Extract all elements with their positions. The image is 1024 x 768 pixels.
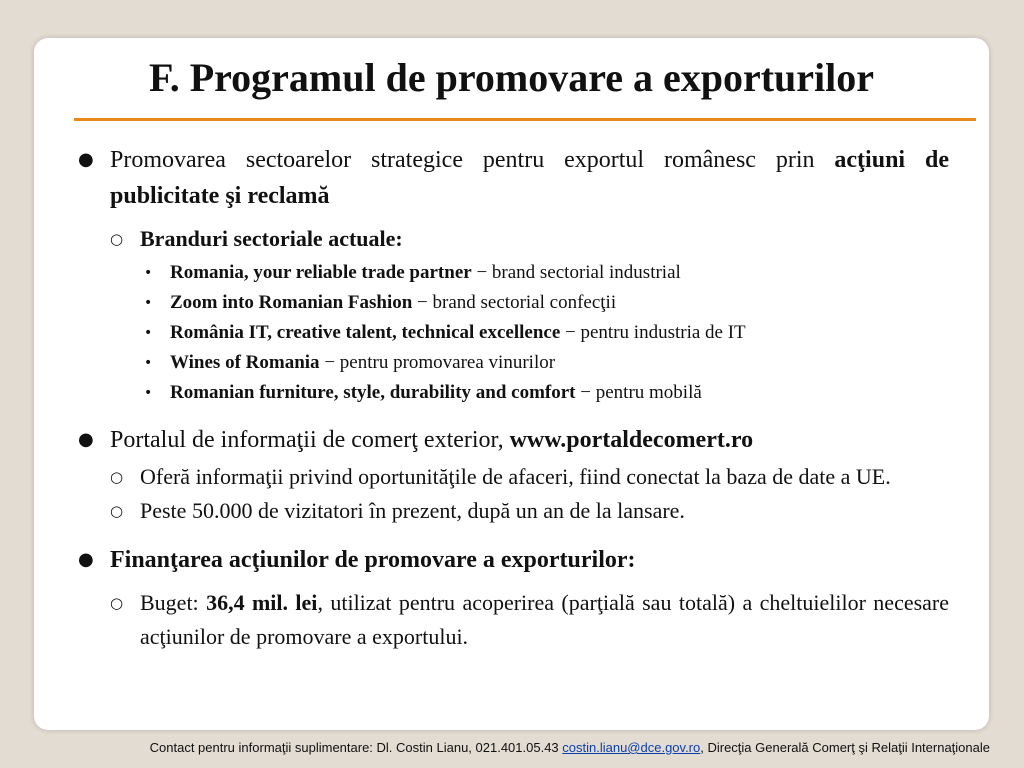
brand-sep: − (560, 322, 581, 343)
brand-sep: − (319, 352, 340, 373)
brand-desc: pentru mobilă (595, 382, 702, 403)
sub-portal-info-text: Oferă informaţii privind oportunităţile de afaceri, fiind conectat la baza de date a UE. (140, 464, 891, 489)
footer-post: , Direcţia Generală Comerţ şi Relaţii Internaţionale (700, 740, 990, 755)
brand-item (74, 378, 949, 408)
footer-pre: Contact pentru informaţii suplimentare: Dl. Costin Lianu, 021.401.05.43 (149, 740, 563, 755)
bullet-portal-text: Portalul de informaţii de comerţ exterior, (110, 427, 510, 453)
bullet-dot-icon: • (144, 295, 153, 311)
sub-buget-post: , utilizat pentru acoperirea (parţială sau totală) a cheltuielilor necesare acţiunilor de promovare a exportului. (140, 590, 950, 649)
bullet-dot-icon: • (144, 265, 153, 281)
brand-name: Romanian furniture, style, durability and comfort (170, 382, 576, 403)
sub-portal-visitors (74, 494, 949, 528)
sub-buget-amount: 36,4 mil. lei (206, 590, 318, 615)
brand-item (74, 348, 949, 378)
sub-buget (74, 586, 949, 654)
brand-desc: pentru industria de IT (580, 322, 746, 343)
brand-name: Romania, your reliable trade partner (170, 262, 472, 283)
bullet-disc-icon: ● (78, 149, 94, 170)
sub-buget-pre: Buget: (140, 590, 207, 615)
bullet-promovare-bold: acţiuni de publicitate şi reclamă (110, 147, 949, 209)
brand-desc: brand sectorial confecţii (432, 292, 617, 313)
brand-sep: − (412, 292, 433, 313)
bullet-dot-icon: • (144, 385, 153, 401)
brand-sep: − (471, 262, 492, 283)
bullet-disc-icon: ● (78, 429, 94, 450)
brand-sep: − (575, 382, 596, 403)
footer-email-link[interactable]: costin.lianu@dce.gov.ro (562, 740, 701, 755)
bullet-promovare (74, 142, 949, 214)
sub-portal-info (74, 460, 949, 494)
bullet-finantare-text: Finanţarea acţiunilor de promovare a exporturilor: (110, 547, 636, 573)
bullet-finantare (74, 542, 949, 578)
brand-desc: brand sectorial industrial (491, 262, 681, 283)
slide-title: F. Programul de promovare a exporturilor (148, 55, 875, 100)
brand-name: Wines of Romania (170, 352, 320, 373)
sub-branduri (74, 222, 949, 256)
slide-panel (34, 38, 989, 730)
bullet-dot-icon: • (144, 325, 153, 341)
brand-name: Zoom into Romanian Fashion (170, 292, 413, 313)
slide-content (74, 142, 949, 654)
bullet-promovare-text: Promovarea sectoarelor strategice pentru exportul românesc prin (110, 147, 835, 173)
portal-url: www.portaldecomert.ro (509, 427, 754, 453)
brand-item (74, 318, 949, 348)
brand-desc: pentru promovarea vinurilor (339, 352, 556, 373)
bullet-portal (74, 422, 949, 458)
brand-item (74, 288, 949, 318)
bullet-ring-icon: ○ (110, 594, 124, 612)
bullet-ring-icon: ○ (110, 502, 124, 520)
sub-portal-visitors-text: Peste 50.000 de vizitatori în prezent, după un an de la lansare. (140, 498, 685, 523)
bullet-ring-icon: ○ (110, 468, 124, 486)
bullet-ring-icon: ○ (110, 230, 124, 248)
brand-item (74, 258, 949, 288)
brand-name: România IT, creative talent, technical excellence (170, 322, 561, 343)
bullet-disc-icon: ● (78, 549, 94, 570)
sub-branduri-text: Branduri sectoriale actuale: (140, 226, 403, 251)
title-underline (74, 118, 976, 121)
bullet-dot-icon: • (144, 355, 153, 371)
footer-contact (150, 740, 990, 755)
